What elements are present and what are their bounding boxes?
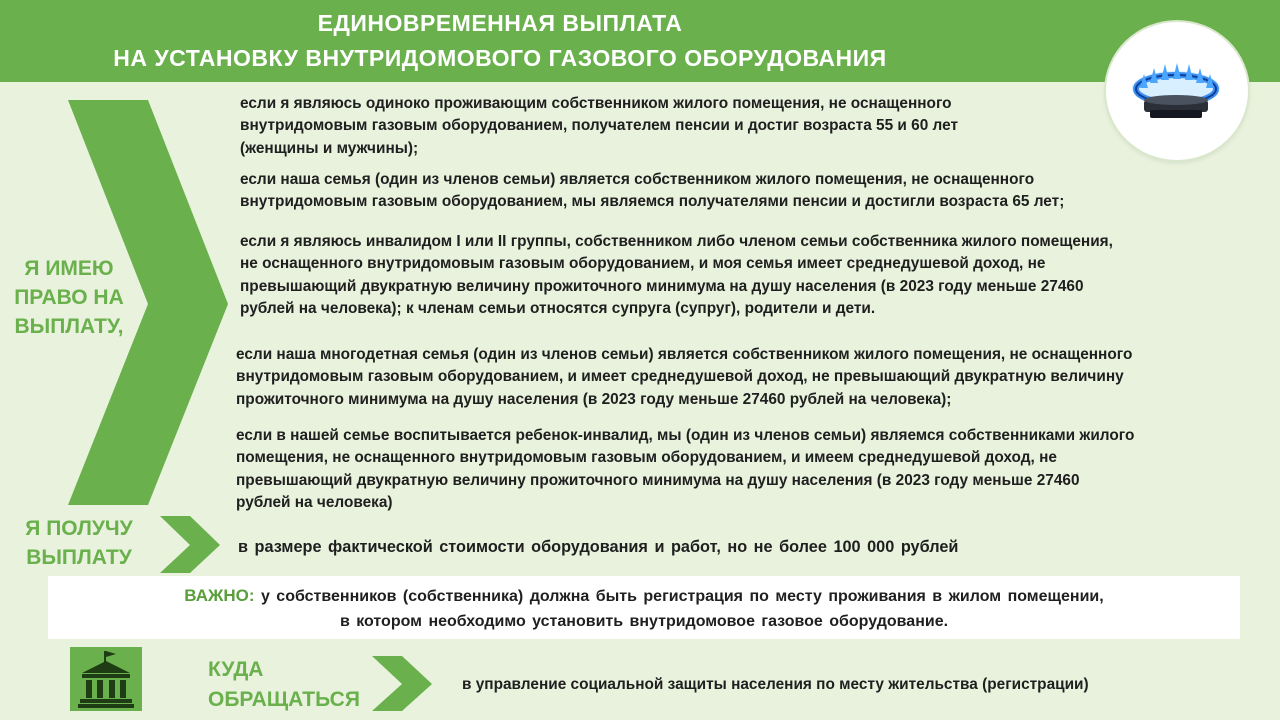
condition-1-line-2: внутридомовым газовым оборудованием, получателем пенсии и достиг возраста 55 и 60 лет <box>240 117 959 135</box>
condition-5-line-2: помещения, не оснащенного внутридомовым газовым оборудованием, и имеем среднедушевой доход, не <box>236 449 1057 467</box>
condition-3 <box>240 231 1113 320</box>
gas-burner-icon <box>1106 22 1248 160</box>
eligibility-label-line-3: ВЫПЛАТУ, <box>14 315 124 338</box>
contact-chevron-arrow <box>372 656 434 712</box>
payment-amount-text: в размере фактической стоимости оборудования и работ, но не более 100 000 рублей <box>238 538 959 556</box>
eligibility-label-line-2: ПРАВО НА <box>14 286 124 309</box>
important-notice-line-1 <box>48 586 1240 606</box>
payment-chevron-arrow <box>160 516 222 574</box>
condition-1-line-1: если я являюсь одиноко проживающим собственником жилого помещения, не оснащенного <box>240 95 952 112</box>
condition-5-line-4: рублей на человека) <box>236 493 393 511</box>
condition-2-line-2: внутридомовым газовым оборудованием, мы являемся получателями пенсии и достигли возраста 65 лет; <box>240 193 1065 211</box>
condition-4 <box>236 344 1132 411</box>
condition-2-line-1: если наша семья (один из членов семьи) является собственником жилого помещения, не оснащенного <box>240 171 1035 188</box>
important-notice <box>48 576 1240 639</box>
condition-3-line-1: если я являюсь инвалидом I или II группы, собственником либо членом семьи собственника жилого помещения, <box>240 233 1113 250</box>
payment-label-line-1: Я ПОЛУЧУ <box>25 517 133 540</box>
government-building-icon <box>70 647 142 711</box>
contact-label-line-1: КУДА <box>208 658 264 681</box>
condition-4-line-2: внутридомовым газовым оборудованием, и имеет среднедушевой доход, не превышающий двукратную величину <box>236 368 1124 386</box>
important-label: ВАЖНО: <box>184 586 255 605</box>
payment-label-line-2: ВЫПЛАТУ <box>26 546 132 569</box>
condition-1-line-3: (женщины и мужчины); <box>240 139 419 157</box>
page-title-line-2: НА УСТАНОВКУ ВНУТРИДОМОВОГО ГАЗОВОГО ОБОРУДОВАНИЯ <box>113 45 887 71</box>
eligibility-label <box>0 254 138 341</box>
important-notice-line-2: в котором необходимо установить внутридомовое газовое оборудование. <box>339 613 949 630</box>
header-banner <box>0 0 1280 82</box>
condition-4-line-1: если наша многодетная семья (один из членов семьи) является собственником жилого помещения, не оснащенного <box>236 346 1133 363</box>
gas-burner-emblem <box>1106 22 1248 160</box>
condition-5-line-3: превышающий двукратную величину прожиточного минимума на душу населения (в 2023 году меньше 27460 <box>236 471 1080 489</box>
eligibility-label-line-1: Я ИМЕЮ <box>24 257 114 280</box>
government-building-icon-box <box>70 647 142 711</box>
condition-3-line-4: рублей на человека); к членам семьи относятся супруга (супруг), родители и дети. <box>240 299 876 317</box>
condition-5 <box>236 425 1134 514</box>
condition-1 <box>240 93 958 160</box>
payment-label <box>14 514 144 572</box>
condition-4-line-3: прожиточного минимума на душу населения (в 2023 году меньше 27460 рублей на человека); <box>236 390 952 408</box>
contact-label <box>208 655 360 715</box>
condition-3-line-3: превышающий двукратную величину прожиточного минимума на душу населения (в 2023 году меньше 27460 <box>240 277 1084 295</box>
condition-2 <box>240 169 1064 214</box>
page-title-line-1: ЕДИНОВРЕМЕННАЯ ВЫПЛАТА <box>317 10 683 36</box>
condition-3-line-2: не оснащенного внутридомовым газовым оборудованием, и моя семья имеет среднедушевой доход, не <box>240 255 1046 273</box>
contact-label-line-2: ОБРАЩАТЬСЯ <box>208 688 360 711</box>
condition-5-line-1: если в нашей семье воспитывается ребенок-инвалид, мы (один из членов семьи) являемся собственниками жилого <box>236 427 1135 444</box>
important-text-1: у собственников (собственника) должна быть регистрация по месту проживания в жилом помещении, <box>254 588 1104 605</box>
contact-text: в управление социальной защиты населения по месту жительства (регистрации) <box>462 676 1089 693</box>
